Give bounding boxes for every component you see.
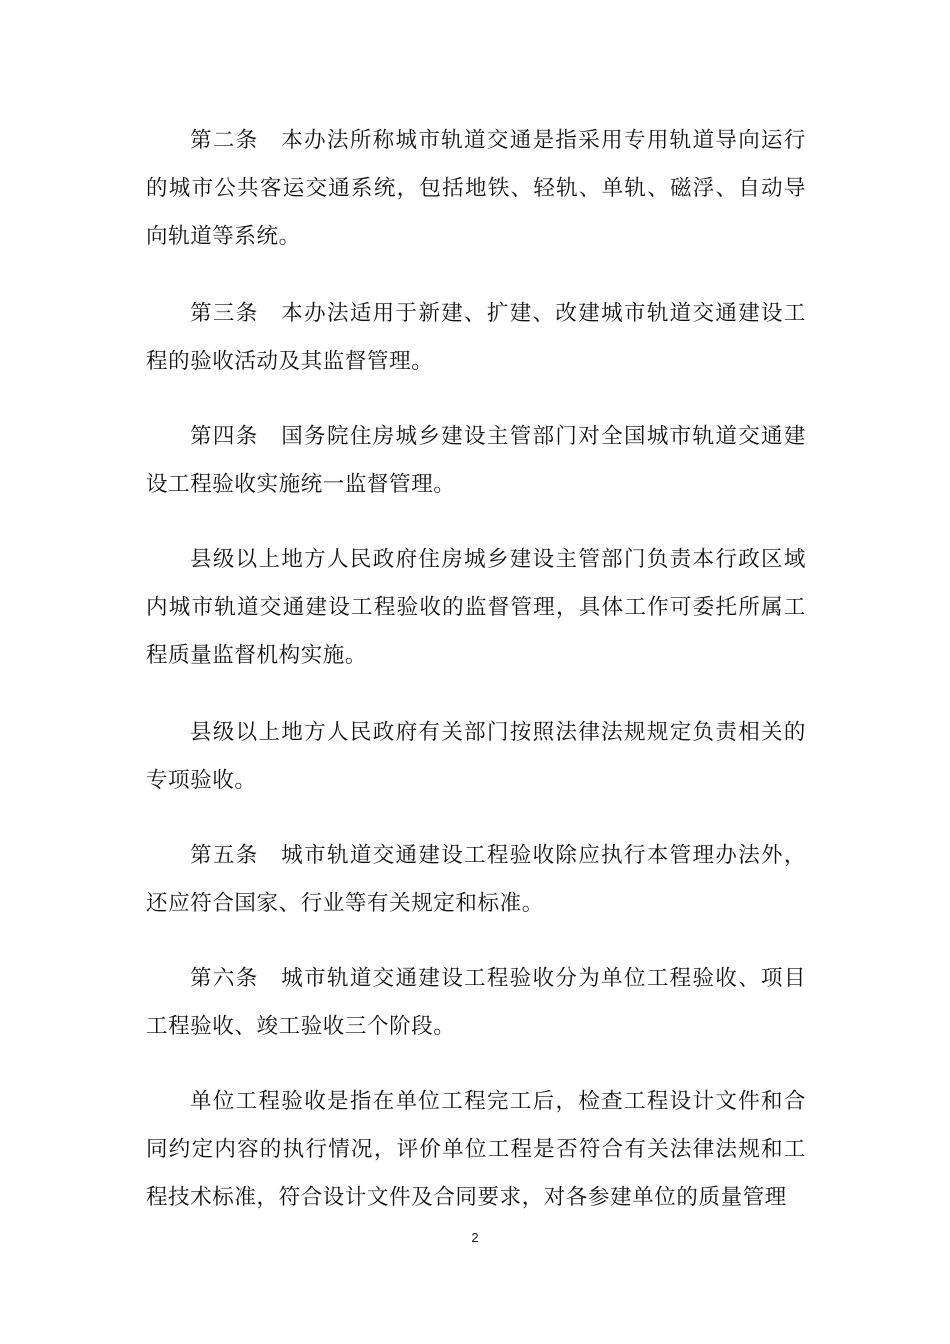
- article-4-local-supervision-text: 县级以上地方人民政府住房城乡建设主管部门负责本行政区域内城市轨道交通建设工程验收的监督管理，具体工作可委托所属工程质量监督机构实施。: [146, 547, 806, 668]
- article-2-text: 本办法所称城市轨道交通是指采用专用轨道导向运行的城市公共客运交通系统，包括地铁、轻轨、单轨、磁浮、自动导向轨道等系统。: [146, 128, 806, 249]
- article-4-paragraph: [146, 413, 806, 509]
- article-4-local-supervision-paragraph: [146, 536, 806, 680]
- article-6-heading: 第六条: [190, 966, 259, 991]
- article-6-paragraph: [146, 955, 806, 1051]
- article-4-special-acceptance-paragraph: [146, 709, 806, 805]
- article-5-text: 城市轨道交通建设工程验收除应执行本管理办法外，还应符合国家、行业等有关规定和标准。: [146, 843, 806, 916]
- article-4-special-acceptance-text: 县级以上地方人民政府有关部门按照法律法规规定负责相关的专项验收。: [146, 720, 806, 793]
- article-6-text: 城市轨道交通建设工程验收分为单位工程验收、项目工程验收、竣工验收三个阶段。: [146, 966, 806, 1039]
- article-4-heading: 第四条: [190, 424, 259, 449]
- article-5-heading: 第五条: [190, 843, 259, 868]
- article-2-heading: 第二条: [190, 128, 259, 153]
- article-5-paragraph: [146, 832, 806, 928]
- page-number: 2: [471, 1230, 479, 1245]
- article-6-unit-acceptance-text: 单位工程验收是指在单位工程完工后，检查工程设计文件和合同约定内容的执行情况，评价单位工程是否符合有关法律法规和工程技术标准，符合设计文件及合同要求，对各参建单位的质量管理: [146, 1089, 806, 1210]
- article-3-text: 本办法适用于新建、扩建、改建城市轨道交通建设工程的验收活动及其监督管理。: [146, 301, 806, 374]
- article-3-paragraph: [146, 290, 806, 386]
- article-3-heading: 第三条: [190, 301, 259, 326]
- article-2-paragraph: [146, 117, 806, 261]
- article-4-text: 国务院住房城乡建设主管部门对全国城市轨道交通建设工程验收实施统一监督管理。: [146, 424, 806, 497]
- article-6-unit-acceptance-paragraph: [146, 1078, 806, 1222]
